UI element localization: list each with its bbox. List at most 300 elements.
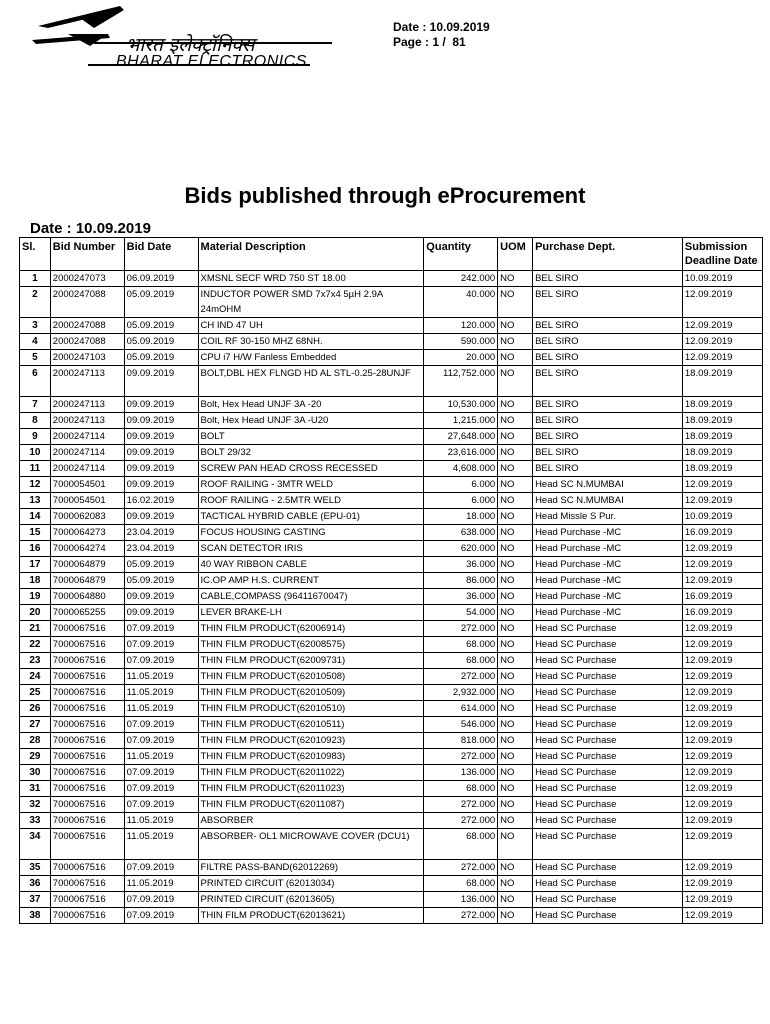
cell-bid-number: 7000067516 (50, 749, 124, 765)
cell-sl: 6 (20, 366, 51, 397)
cell-quantity: 272.000 (424, 797, 498, 813)
cell-bid-date: 09.09.2019 (124, 413, 198, 429)
cell-deadline: 18.09.2019 (682, 366, 762, 397)
cell-material-description: SCREW PAN HEAD CROSS RECESSED (198, 461, 424, 477)
cell-quantity: 614.000 (424, 701, 498, 717)
cell-material-description: 40 WAY RIBBON CABLE (198, 557, 424, 573)
cell-material-description: IC.OP AMP H.S. CURRENT (198, 573, 424, 589)
cell-quantity: 20.000 (424, 350, 498, 366)
col-header-purchase-dept: Purchase Dept. (533, 238, 683, 271)
table-row (20, 366, 763, 397)
cell-quantity: 4,608.000 (424, 461, 498, 477)
table-row (20, 318, 763, 334)
cell-bid-number: 7000064880 (50, 589, 124, 605)
cell-quantity: 18.000 (424, 509, 498, 525)
cell-purchase-dept: Head Purchase -MC (533, 605, 683, 621)
cell-quantity: 590.000 (424, 334, 498, 350)
cell-material-description: LEVER BRAKE-LH (198, 605, 424, 621)
cell-deadline: 12.09.2019 (682, 637, 762, 653)
table-row (20, 334, 763, 350)
cell-purchase-dept: BEL SIRO (533, 271, 683, 287)
table-row (20, 413, 763, 429)
cell-uom: NO (498, 541, 533, 557)
table-row (20, 493, 763, 509)
cell-bid-date: 11.05.2019 (124, 813, 198, 829)
cell-deadline: 12.09.2019 (682, 685, 762, 701)
cell-deadline: 12.09.2019 (682, 892, 762, 908)
cell-bid-number: 2000247088 (50, 287, 124, 318)
cell-deadline: 12.09.2019 (682, 701, 762, 717)
cell-material-description: THIN FILM PRODUCT(62011022) (198, 765, 424, 781)
cell-purchase-dept: Head SC Purchase (533, 717, 683, 733)
cell-uom: NO (498, 525, 533, 541)
cell-bid-date: 07.09.2019 (124, 733, 198, 749)
cell-uom: NO (498, 318, 533, 334)
cell-bid-date: 09.09.2019 (124, 429, 198, 445)
cell-bid-number: 7000067516 (50, 765, 124, 781)
col-header-bid-number: Bid Number (50, 238, 124, 271)
cell-sl: 22 (20, 637, 51, 653)
cell-quantity: 136.000 (424, 892, 498, 908)
table-row (20, 781, 763, 797)
cell-deadline: 10.09.2019 (682, 509, 762, 525)
cell-sl: 30 (20, 765, 51, 781)
cell-material-description: ROOF RAILING - 3MTR WELD (198, 477, 424, 493)
cell-purchase-dept: Head SC Purchase (533, 829, 683, 860)
table-row (20, 589, 763, 605)
cell-deadline: 18.09.2019 (682, 397, 762, 413)
cell-deadline: 12.09.2019 (682, 350, 762, 366)
cell-bid-number: 7000067516 (50, 829, 124, 860)
cell-material-description: THIN FILM PRODUCT(62013621) (198, 908, 424, 924)
cell-bid-number: 2000247114 (50, 461, 124, 477)
cell-purchase-dept: Head SC Purchase (533, 797, 683, 813)
cell-purchase-dept: BEL SIRO (533, 445, 683, 461)
cell-bid-date: 09.09.2019 (124, 397, 198, 413)
cell-quantity: 272.000 (424, 669, 498, 685)
table-row (20, 876, 763, 892)
cell-material-description: FILTRE PASS-BAND(62012269) (198, 860, 424, 876)
cell-purchase-dept: Head SC Purchase (533, 749, 683, 765)
cell-bid-number: 2000247113 (50, 413, 124, 429)
cell-deadline: 12.09.2019 (682, 621, 762, 637)
table-row (20, 669, 763, 685)
cell-purchase-dept: Head SC Purchase (533, 908, 683, 924)
cell-uom: NO (498, 493, 533, 509)
cell-bid-date: 07.09.2019 (124, 621, 198, 637)
cell-uom: NO (498, 413, 533, 429)
cell-material-description: INDUCTOR POWER SMD 7x7x4 5µH 2.9A 24mOHM (198, 287, 424, 318)
cell-deadline: 12.09.2019 (682, 557, 762, 573)
cell-purchase-dept: BEL SIRO (533, 334, 683, 350)
cell-uom: NO (498, 876, 533, 892)
cell-material-description: THIN FILM PRODUCT(62006914) (198, 621, 424, 637)
cell-quantity: 6.000 (424, 493, 498, 509)
cell-deadline: 16.09.2019 (682, 525, 762, 541)
cell-material-description: TACTICAL HYBRID CABLE (EPU-01) (198, 509, 424, 525)
table-row (20, 813, 763, 829)
table-row (20, 765, 763, 781)
cell-material-description: COIL RF 30-150 MHZ 68NH. (198, 334, 424, 350)
cell-uom: NO (498, 908, 533, 924)
cell-bid-date: 07.09.2019 (124, 797, 198, 813)
cell-deadline: 12.09.2019 (682, 334, 762, 350)
cell-uom: NO (498, 813, 533, 829)
cell-bid-number: 7000067516 (50, 813, 124, 829)
table-row (20, 541, 763, 557)
cell-sl: 15 (20, 525, 51, 541)
cell-bid-date: 07.09.2019 (124, 908, 198, 924)
cell-sl: 18 (20, 573, 51, 589)
cell-bid-number: 7000067516 (50, 860, 124, 876)
cell-bid-date: 11.05.2019 (124, 829, 198, 860)
cell-sl: 34 (20, 829, 51, 860)
table-row (20, 477, 763, 493)
cell-bid-number: 2000247073 (50, 271, 124, 287)
cell-sl: 7 (20, 397, 51, 413)
table-row (20, 445, 763, 461)
cell-quantity: 272.000 (424, 813, 498, 829)
cell-uom: NO (498, 477, 533, 493)
cell-deadline: 10.09.2019 (682, 271, 762, 287)
cell-deadline: 12.09.2019 (682, 318, 762, 334)
cell-bid-number: 2000247103 (50, 350, 124, 366)
cell-quantity: 620.000 (424, 541, 498, 557)
table-row (20, 637, 763, 653)
cell-bid-number: 7000067516 (50, 701, 124, 717)
table-row (20, 350, 763, 366)
cell-uom: NO (498, 653, 533, 669)
table-row (20, 525, 763, 541)
cell-purchase-dept: Head Purchase -MC (533, 557, 683, 573)
logo-hindi-text: भारत इलेक्ट्रॉनिक्स (126, 34, 255, 56)
header-date: Date : 10.09.2019 (393, 20, 490, 34)
table-row (20, 605, 763, 621)
cell-uom: NO (498, 334, 533, 350)
cell-sl: 35 (20, 860, 51, 876)
cell-bid-number: 7000067516 (50, 653, 124, 669)
cell-sl: 4 (20, 334, 51, 350)
cell-quantity: 136.000 (424, 765, 498, 781)
cell-bid-date: 07.09.2019 (124, 637, 198, 653)
cell-uom: NO (498, 557, 533, 573)
cell-material-description: THIN FILM PRODUCT(62009731) (198, 653, 424, 669)
table-row (20, 573, 763, 589)
cell-bid-number: 7000067516 (50, 717, 124, 733)
cell-uom: NO (498, 797, 533, 813)
cell-purchase-dept: BEL SIRO (533, 461, 683, 477)
cell-sl: 3 (20, 318, 51, 334)
cell-bid-date: 23.04.2019 (124, 525, 198, 541)
cell-uom: NO (498, 669, 533, 685)
cell-deadline: 18.09.2019 (682, 461, 762, 477)
cell-bid-date: 07.09.2019 (124, 765, 198, 781)
cell-material-description: BOLT 29/32 (198, 445, 424, 461)
bel-logo (28, 4, 348, 70)
cell-purchase-dept: Head Purchase -MC (533, 573, 683, 589)
cell-uom: NO (498, 366, 533, 397)
cell-purchase-dept: Head SC N.MUMBAI (533, 493, 683, 509)
cell-purchase-dept: Head SC Purchase (533, 765, 683, 781)
table-row (20, 621, 763, 637)
col-header-deadline: Submission Deadline Date (682, 238, 762, 271)
cell-bid-number: 7000064273 (50, 525, 124, 541)
cell-material-description: THIN FILM PRODUCT(62010509) (198, 685, 424, 701)
cell-purchase-dept: Head SC Purchase (533, 653, 683, 669)
cell-quantity: 68.000 (424, 876, 498, 892)
cell-material-description: ROOF RAILING - 2.5MTR WELD (198, 493, 424, 509)
cell-material-description: Bolt, Hex Head UNJF 3A -U20 (198, 413, 424, 429)
cell-material-description: BOLT (198, 429, 424, 445)
cell-uom: NO (498, 605, 533, 621)
col-header-material-description: Material Description (198, 238, 424, 271)
cell-sl: 13 (20, 493, 51, 509)
cell-bid-number: 7000067516 (50, 908, 124, 924)
bids-table (19, 237, 763, 924)
cell-bid-date: 11.05.2019 (124, 685, 198, 701)
cell-sl: 17 (20, 557, 51, 573)
cell-quantity: 272.000 (424, 621, 498, 637)
cell-uom: NO (498, 509, 533, 525)
table-row (20, 892, 763, 908)
cell-uom: NO (498, 397, 533, 413)
cell-sl: 20 (20, 605, 51, 621)
table-row (20, 271, 763, 287)
cell-quantity: 272.000 (424, 860, 498, 876)
cell-purchase-dept: Head SC Purchase (533, 621, 683, 637)
cell-uom: NO (498, 733, 533, 749)
table-row (20, 461, 763, 477)
cell-deadline: 12.09.2019 (682, 653, 762, 669)
table-row (20, 287, 763, 318)
cell-sl: 14 (20, 509, 51, 525)
cell-quantity: 23,616.000 (424, 445, 498, 461)
cell-sl: 36 (20, 876, 51, 892)
cell-bid-date: 05.09.2019 (124, 287, 198, 318)
cell-purchase-dept: Head SC Purchase (533, 637, 683, 653)
cell-bid-number: 2000247114 (50, 429, 124, 445)
cell-quantity: 2,932.000 (424, 685, 498, 701)
cell-bid-date: 11.05.2019 (124, 669, 198, 685)
cell-bid-date: 05.09.2019 (124, 557, 198, 573)
cell-bid-date: 11.05.2019 (124, 749, 198, 765)
cell-material-description: CABLE,COMPASS (96411670047) (198, 589, 424, 605)
cell-bid-date: 05.09.2019 (124, 334, 198, 350)
cell-bid-date: 05.09.2019 (124, 318, 198, 334)
cell-purchase-dept: BEL SIRO (533, 366, 683, 397)
cell-material-description: CPU i7 H/W Fanless Embedded (198, 350, 424, 366)
cell-material-description: CH IND 47 UH (198, 318, 424, 334)
cell-uom: NO (498, 892, 533, 908)
cell-uom: NO (498, 445, 533, 461)
cell-quantity: 638.000 (424, 525, 498, 541)
cell-material-description: THIN FILM PRODUCT(62011023) (198, 781, 424, 797)
cell-material-description: BOLT,DBL HEX FLNGD HD AL STL-0.25-28UNJF (198, 366, 424, 397)
col-header-bid-date: Bid Date (124, 238, 198, 271)
cell-uom: NO (498, 765, 533, 781)
cell-quantity: 272.000 (424, 908, 498, 924)
cell-quantity: 6.000 (424, 477, 498, 493)
cell-bid-date: 07.09.2019 (124, 892, 198, 908)
cell-bid-number: 7000067516 (50, 781, 124, 797)
cell-material-description: PRINTED CIRCUIT (62013034) (198, 876, 424, 892)
cell-bid-number: 7000067516 (50, 621, 124, 637)
cell-material-description: XMSNL SECF WRD 750 ST 18.00 (198, 271, 424, 287)
report-date: Date : 10.09.2019 (30, 220, 151, 237)
cell-uom: NO (498, 637, 533, 653)
cell-sl: 12 (20, 477, 51, 493)
cell-deadline: 12.09.2019 (682, 477, 762, 493)
table-row (20, 749, 763, 765)
cell-material-description: Bolt, Hex Head UNJF 3A -20 (198, 397, 424, 413)
table-row (20, 509, 763, 525)
cell-deadline: 12.09.2019 (682, 797, 762, 813)
cell-purchase-dept: Head SC Purchase (533, 781, 683, 797)
cell-uom: NO (498, 717, 533, 733)
cell-deadline: 12.09.2019 (682, 541, 762, 557)
cell-deadline: 12.09.2019 (682, 717, 762, 733)
cell-uom: NO (498, 573, 533, 589)
cell-purchase-dept: Head Missle S Pur. (533, 509, 683, 525)
cell-deadline: 12.09.2019 (682, 813, 762, 829)
cell-bid-number: 7000067516 (50, 669, 124, 685)
cell-purchase-dept: Head SC Purchase (533, 860, 683, 876)
cell-bid-date: 09.09.2019 (124, 477, 198, 493)
cell-material-description: THIN FILM PRODUCT(62010511) (198, 717, 424, 733)
cell-material-description: SCAN DETECTOR IRIS (198, 541, 424, 557)
cell-bid-date: 09.09.2019 (124, 605, 198, 621)
cell-material-description: ABSORBER (198, 813, 424, 829)
cell-sl: 19 (20, 589, 51, 605)
cell-bid-date: 16.02.2019 (124, 493, 198, 509)
cell-uom: NO (498, 287, 533, 318)
cell-uom: NO (498, 429, 533, 445)
cell-bid-number: 2000247113 (50, 366, 124, 397)
cell-uom: NO (498, 271, 533, 287)
col-header-sl: Sl. (20, 238, 51, 271)
page-title: Bids published through eProcurement (184, 183, 586, 208)
cell-purchase-dept: BEL SIRO (533, 287, 683, 318)
cell-bid-date: 09.09.2019 (124, 461, 198, 477)
cell-uom: NO (498, 685, 533, 701)
cell-deadline: 18.09.2019 (682, 413, 762, 429)
cell-sl: 23 (20, 653, 51, 669)
cell-uom: NO (498, 621, 533, 637)
cell-deadline: 18.09.2019 (682, 429, 762, 445)
cell-purchase-dept: Head Purchase -MC (533, 541, 683, 557)
cell-bid-number: 7000064879 (50, 573, 124, 589)
cell-quantity: 68.000 (424, 829, 498, 860)
cell-uom: NO (498, 350, 533, 366)
cell-quantity: 68.000 (424, 637, 498, 653)
cell-bid-number: 2000247114 (50, 445, 124, 461)
cell-bid-date: 23.04.2019 (124, 541, 198, 557)
cell-material-description: THIN FILM PRODUCT(62010983) (198, 749, 424, 765)
cell-sl: 26 (20, 701, 51, 717)
logo-english-text: BHARAT ELECTRONICS (116, 53, 307, 70)
cell-bid-date: 07.09.2019 (124, 860, 198, 876)
cell-quantity: 120.000 (424, 318, 498, 334)
table-row (20, 797, 763, 813)
cell-sl: 24 (20, 669, 51, 685)
cell-bid-number: 2000247088 (50, 334, 124, 350)
cell-bid-number: 7000062083 (50, 509, 124, 525)
cell-uom: NO (498, 589, 533, 605)
cell-deadline: 12.09.2019 (682, 829, 762, 860)
cell-purchase-dept: BEL SIRO (533, 350, 683, 366)
cell-material-description: PRINTED CIRCUIT (62013605) (198, 892, 424, 908)
cell-bid-date: 09.09.2019 (124, 509, 198, 525)
cell-quantity: 818.000 (424, 733, 498, 749)
cell-sl: 5 (20, 350, 51, 366)
cell-sl: 1 (20, 271, 51, 287)
table-row (20, 429, 763, 445)
cell-quantity: 54.000 (424, 605, 498, 621)
cell-deadline: 18.09.2019 (682, 445, 762, 461)
cell-bid-date: 09.09.2019 (124, 589, 198, 605)
cell-sl: 29 (20, 749, 51, 765)
cell-quantity: 36.000 (424, 557, 498, 573)
table-row (20, 829, 763, 860)
cell-purchase-dept: BEL SIRO (533, 318, 683, 334)
cell-deadline: 12.09.2019 (682, 669, 762, 685)
cell-purchase-dept: Head SC Purchase (533, 701, 683, 717)
cell-uom: NO (498, 749, 533, 765)
cell-quantity: 10,530.000 (424, 397, 498, 413)
cell-sl: 38 (20, 908, 51, 924)
cell-quantity: 27,648.000 (424, 429, 498, 445)
cell-purchase-dept: BEL SIRO (533, 429, 683, 445)
cell-bid-number: 7000054501 (50, 493, 124, 509)
cell-bid-number: 7000067516 (50, 797, 124, 813)
cell-quantity: 40.000 (424, 287, 498, 318)
cell-purchase-dept: Head SC Purchase (533, 685, 683, 701)
cell-bid-number: 7000065255 (50, 605, 124, 621)
cell-purchase-dept: Head SC Purchase (533, 892, 683, 908)
cell-purchase-dept: Head SC Purchase (533, 669, 683, 685)
cell-uom: NO (498, 701, 533, 717)
cell-bid-number: 7000064879 (50, 557, 124, 573)
cell-bid-number: 7000064274 (50, 541, 124, 557)
cell-uom: NO (498, 860, 533, 876)
cell-sl: 37 (20, 892, 51, 908)
cell-material-description: THIN FILM PRODUCT(62010510) (198, 701, 424, 717)
cell-sl: 25 (20, 685, 51, 701)
cell-quantity: 1,215.000 (424, 413, 498, 429)
cell-deadline: 16.09.2019 (682, 589, 762, 605)
cell-bid-date: 11.05.2019 (124, 876, 198, 892)
cell-bid-date: 05.09.2019 (124, 350, 198, 366)
cell-quantity: 272.000 (424, 749, 498, 765)
table-row (20, 653, 763, 669)
cell-bid-number: 7000067516 (50, 876, 124, 892)
cell-bid-date: 07.09.2019 (124, 717, 198, 733)
cell-bid-date: 09.09.2019 (124, 445, 198, 461)
cell-purchase-dept: Head SC Purchase (533, 813, 683, 829)
cell-bid-number: 7000054501 (50, 477, 124, 493)
cell-sl: 28 (20, 733, 51, 749)
cell-deadline: 12.09.2019 (682, 573, 762, 589)
cell-sl: 10 (20, 445, 51, 461)
cell-sl: 2 (20, 287, 51, 318)
table-row (20, 557, 763, 573)
cell-bid-date: 05.09.2019 (124, 573, 198, 589)
cell-deadline: 12.09.2019 (682, 765, 762, 781)
cell-material-description: THIN FILM PRODUCT(62008575) (198, 637, 424, 653)
table-row (20, 908, 763, 924)
cell-sl: 16 (20, 541, 51, 557)
cell-sl: 21 (20, 621, 51, 637)
